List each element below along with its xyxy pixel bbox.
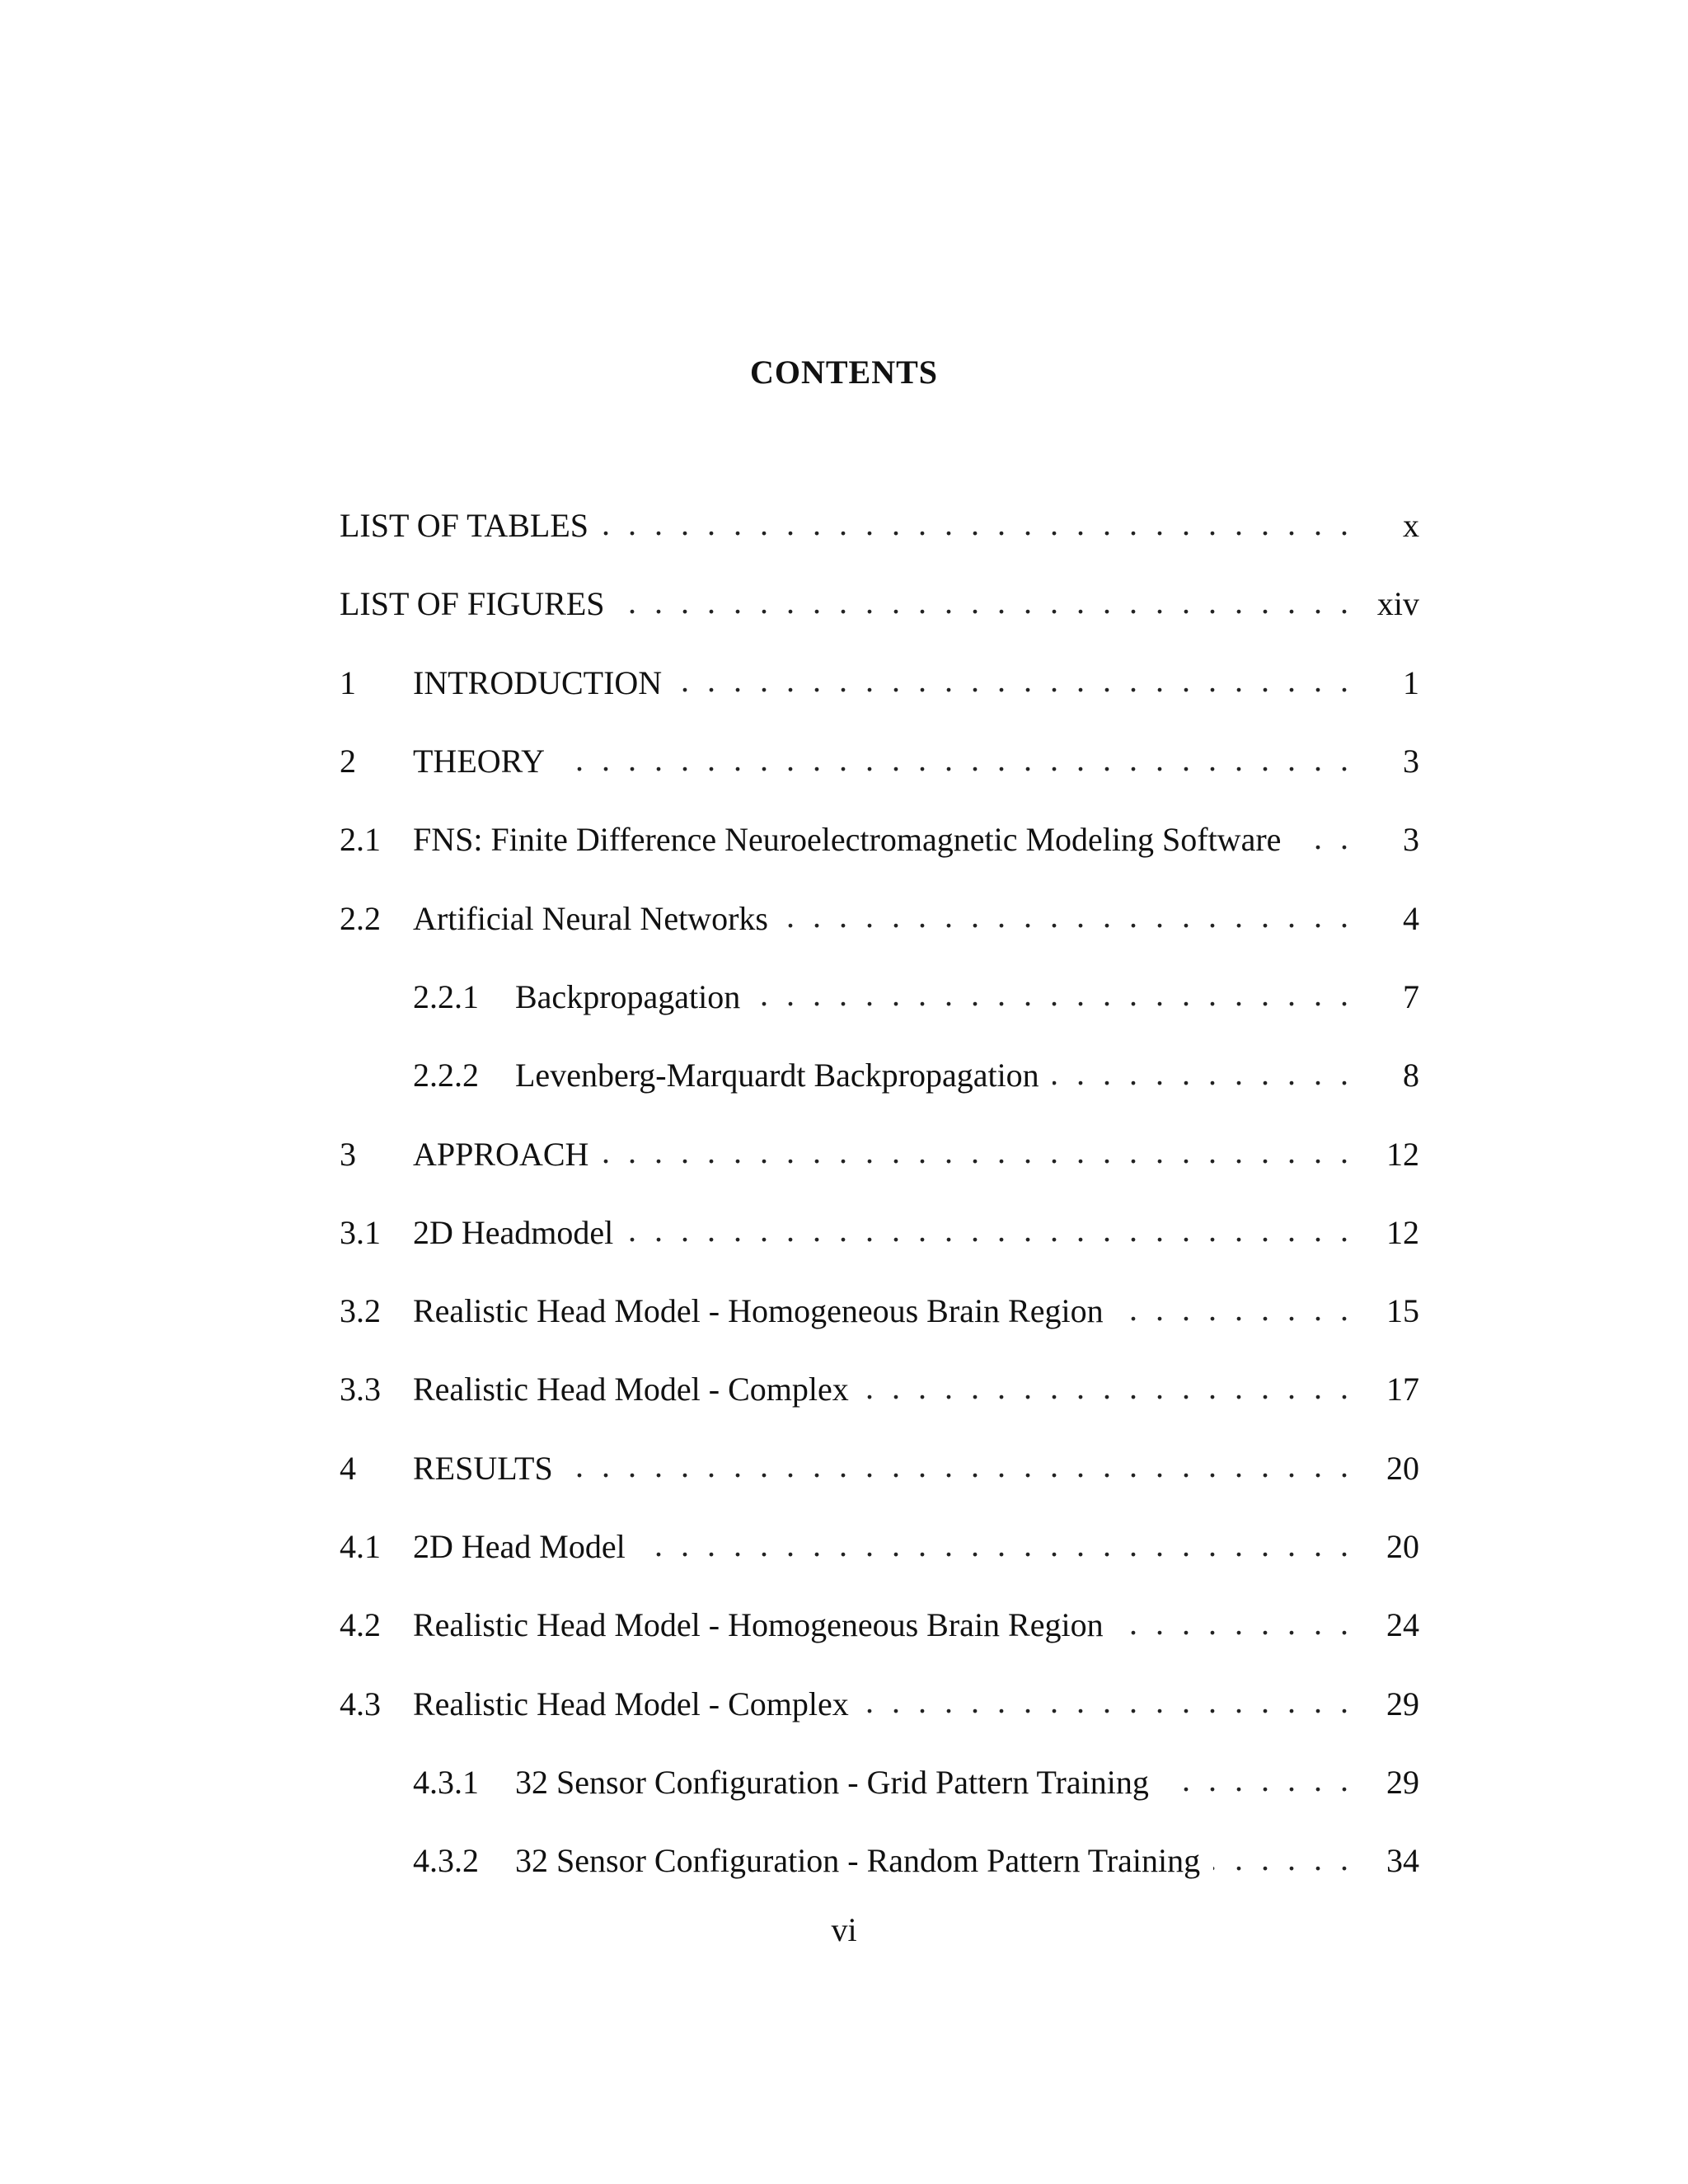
- toc-entry-number: 4.1: [340, 1528, 381, 1565]
- toc-entry-title: Levenberg-Marquardt Backpropagation: [515, 1057, 1039, 1094]
- dot-leader: [1053, 1059, 1353, 1092]
- toc-entry-page: 15: [1386, 1292, 1419, 1330]
- toc-entry-number: 4.3.2: [413, 1842, 479, 1880]
- toc-entry-2-2-2[interactable]: [340, 1036, 1419, 1114]
- toc-entry-page: 3: [1403, 743, 1419, 780]
- toc-entry-page: 4: [1403, 899, 1419, 937]
- toc-entry-title: Realistic Head Model - Complex: [413, 1685, 849, 1722]
- dot-leader: [602, 1137, 1353, 1170]
- toc-entry-number: 2: [340, 743, 356, 780]
- toc-entry-title: Artificial Neural Networks: [413, 899, 768, 937]
- toc-entry-list-of-figures[interactable]: [340, 565, 1419, 643]
- toc-entry-title: 32 Sensor Configuration - Random Pattern Training: [515, 1842, 1201, 1880]
- toc-entry-number: 4.3.1: [413, 1763, 479, 1801]
- toc-entry-2-2-1[interactable]: [340, 958, 1419, 1036]
- toc-entry-number: 4.2: [340, 1606, 381, 1644]
- toc-entry-page: 24: [1386, 1606, 1419, 1644]
- table-of-contents: [340, 486, 1419, 1900]
- dot-leader: [566, 1451, 1353, 1484]
- dot-leader: [1117, 1609, 1353, 1642]
- dot-leader: [639, 1530, 1353, 1563]
- dot-leader: [618, 588, 1353, 621]
- toc-entry-title: 32 Sensor Configuration - Grid Pattern Training: [515, 1763, 1149, 1801]
- toc-entry-page: xiv: [1376, 585, 1419, 623]
- toc-entry-2[interactable]: [340, 722, 1419, 800]
- toc-entry-4-1[interactable]: [340, 1507, 1419, 1586]
- toc-entry-3[interactable]: [340, 1114, 1419, 1193]
- toc-entry-page: 7: [1403, 977, 1419, 1015]
- toc-entry-4-3[interactable]: [340, 1664, 1419, 1742]
- toc-entry-title: 2D Head Model: [413, 1528, 626, 1565]
- toc-entry-number: 3.1: [340, 1213, 381, 1251]
- toc-entry-page: 1: [1403, 663, 1419, 701]
- toc-entry-title: LIST OF FIGURES: [340, 585, 605, 623]
- dot-leader: [558, 745, 1353, 778]
- toc-entry-number: 3.2: [340, 1292, 381, 1330]
- toc-entry-list-of-tables[interactable]: [340, 486, 1419, 565]
- dot-leader: [1294, 823, 1353, 856]
- toc-entry-3-2[interactable]: [340, 1272, 1419, 1350]
- dot-leader: [1213, 1844, 1353, 1877]
- dot-leader: [626, 1216, 1353, 1249]
- toc-entry-title: Backpropagation: [515, 977, 741, 1015]
- toc-entry-number: 2.2.2: [413, 1057, 479, 1094]
- toc-entry-page: 17: [1386, 1371, 1419, 1408]
- dot-leader: [675, 666, 1353, 699]
- toc-entry-4-2[interactable]: [340, 1586, 1419, 1664]
- toc-entry-1[interactable]: [340, 644, 1419, 722]
- toc-entry-page: 12: [1386, 1213, 1419, 1251]
- toc-entry-number: 2.1: [340, 821, 381, 859]
- page-number: vi: [831, 1911, 857, 1948]
- toc-entry-page: 20: [1386, 1528, 1419, 1565]
- dot-leader: [1162, 1765, 1353, 1798]
- toc-entry-number: 1: [340, 663, 356, 701]
- toc-entry-number: 3.3: [340, 1371, 381, 1408]
- toc-entry-number: 2.2.1: [413, 977, 479, 1015]
- toc-entry-4-3-1[interactable]: [340, 1743, 1419, 1821]
- toc-entry-title: FNS: Finite Difference Neuroelectromagnetic Modeling Software: [413, 821, 1282, 859]
- toc-entry-number: 4.3: [340, 1685, 381, 1722]
- dot-leader: [753, 980, 1353, 1013]
- toc-entry-title: Realistic Head Model - Homogeneous Brain Region: [413, 1606, 1104, 1644]
- toc-entry-page: 20: [1386, 1449, 1419, 1487]
- toc-entry-title: THEORY: [413, 743, 545, 780]
- toc-entry-4-3-2[interactable]: [340, 1821, 1419, 1900]
- toc-entry-3-3[interactable]: [340, 1350, 1419, 1428]
- toc-entry-3-1[interactable]: [340, 1193, 1419, 1272]
- toc-entry-title: INTRODUCTION: [413, 663, 663, 701]
- toc-entry-number: 2.2: [340, 899, 381, 937]
- dot-leader: [1117, 1295, 1353, 1328]
- toc-entry-page: 3: [1403, 821, 1419, 859]
- dot-leader: [781, 902, 1353, 935]
- toc-entry-title: Realistic Head Model - Homogeneous Brain Region: [413, 1292, 1104, 1330]
- dot-leader: [862, 1687, 1353, 1720]
- toc-entry-page: 12: [1386, 1135, 1419, 1173]
- toc-entry-page: 29: [1386, 1763, 1419, 1801]
- toc-entry-2-1[interactable]: [340, 800, 1419, 879]
- toc-entry-page: x: [1403, 507, 1419, 545]
- toc-entry-title: APPROACH: [413, 1135, 589, 1173]
- toc-entry-number: 3: [340, 1135, 356, 1173]
- page-title: CONTENTS: [749, 354, 939, 391]
- toc-entry-2-2[interactable]: [340, 879, 1419, 957]
- toc-entry-4[interactable]: [340, 1429, 1419, 1507]
- toc-entry-title: LIST OF TABLES: [340, 507, 589, 545]
- toc-entry-page: 29: [1386, 1685, 1419, 1722]
- toc-entry-number: 4: [340, 1449, 356, 1487]
- toc-entry-page: 34: [1386, 1842, 1419, 1880]
- toc-entry-title: Realistic Head Model - Complex: [413, 1371, 849, 1408]
- dot-leader: [602, 509, 1353, 542]
- dot-leader: [862, 1373, 1353, 1406]
- toc-entry-title: 2D Headmodel: [413, 1213, 614, 1251]
- toc-entry-title: RESULTS: [413, 1449, 553, 1487]
- toc-entry-page: 8: [1403, 1057, 1419, 1094]
